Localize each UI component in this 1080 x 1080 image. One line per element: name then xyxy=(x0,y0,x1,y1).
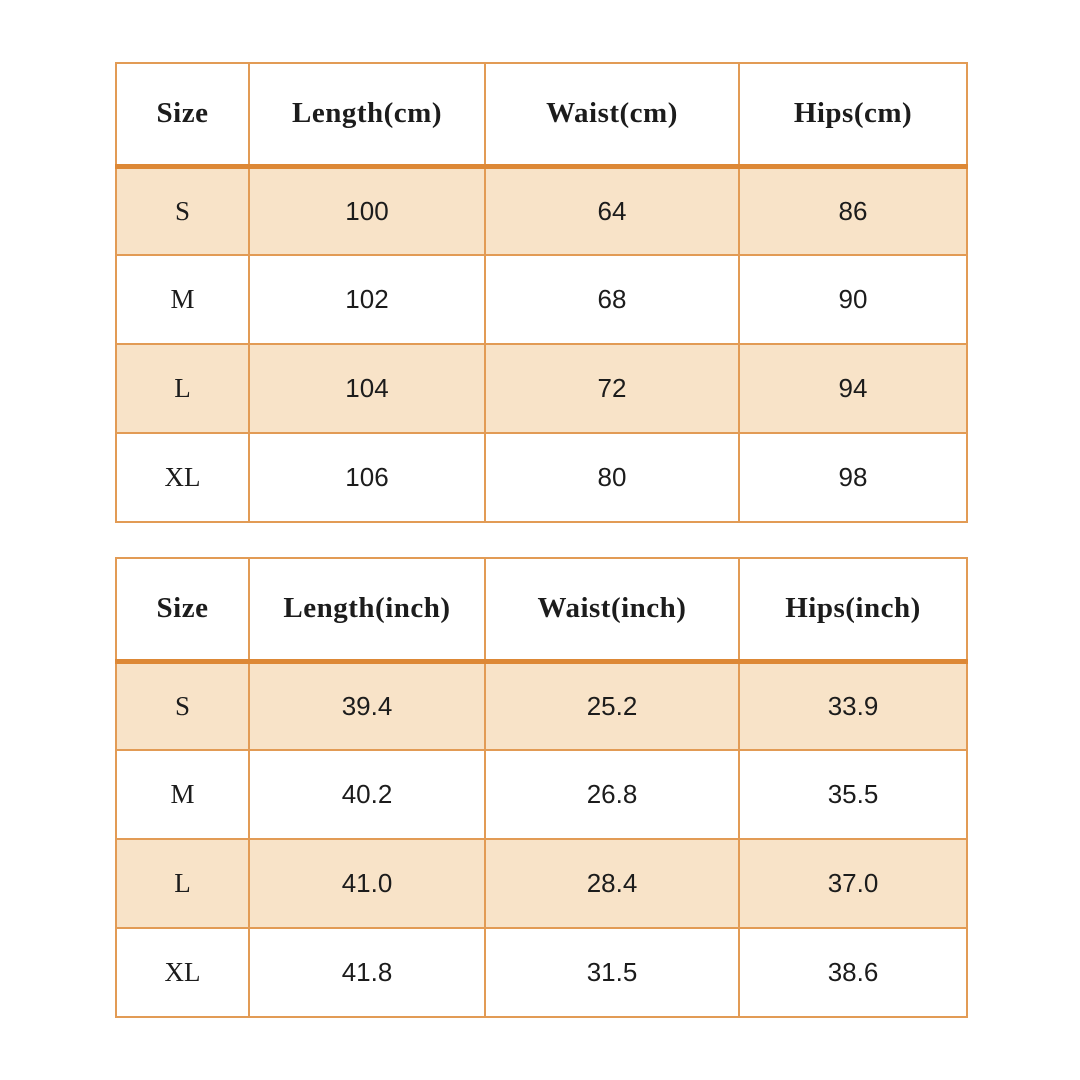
value-cell: 39.4 xyxy=(249,661,485,750)
value-cell: 38.6 xyxy=(739,928,967,1017)
size-cell: S xyxy=(116,661,249,750)
header-cell-size: Size xyxy=(116,63,249,166)
value-cell: 40.2 xyxy=(249,750,485,839)
header-cell-hips: Hips(inch) xyxy=(739,558,967,661)
value-cell: 100 xyxy=(249,166,485,255)
header-cell-waist: Waist(inch) xyxy=(485,558,739,661)
size-chart-table-cm xyxy=(115,62,968,523)
size-cell: XL xyxy=(116,433,249,522)
size-cell: S xyxy=(116,166,249,255)
header-row xyxy=(116,558,967,661)
header-row xyxy=(116,63,967,166)
value-cell: 68 xyxy=(485,255,739,344)
table-row-l xyxy=(116,344,967,433)
size-cell: L xyxy=(116,839,249,928)
value-cell: 106 xyxy=(249,433,485,522)
value-cell: 86 xyxy=(739,166,967,255)
table-row-s xyxy=(116,661,967,750)
size-cell: XL xyxy=(116,928,249,1017)
value-cell: 41.0 xyxy=(249,839,485,928)
size-cell: M xyxy=(116,255,249,344)
value-cell: 41.8 xyxy=(249,928,485,1017)
value-cell: 104 xyxy=(249,344,485,433)
size-cell: M xyxy=(116,750,249,839)
table-row-m xyxy=(116,255,967,344)
value-cell: 72 xyxy=(485,344,739,433)
size-cell: L xyxy=(116,344,249,433)
header-cell-length: Length(inch) xyxy=(249,558,485,661)
value-cell: 98 xyxy=(739,433,967,522)
value-cell: 33.9 xyxy=(739,661,967,750)
value-cell: 64 xyxy=(485,166,739,255)
table-row-m xyxy=(116,750,967,839)
value-cell: 94 xyxy=(739,344,967,433)
table-row-s xyxy=(116,166,967,255)
table-row-l xyxy=(116,839,967,928)
value-cell: 37.0 xyxy=(739,839,967,928)
header-cell-hips: Hips(cm) xyxy=(739,63,967,166)
size-chart-table-inch xyxy=(115,557,968,1018)
table-row-xl xyxy=(116,433,967,522)
header-cell-length: Length(cm) xyxy=(249,63,485,166)
value-cell: 35.5 xyxy=(739,750,967,839)
value-cell: 28.4 xyxy=(485,839,739,928)
header-cell-waist: Waist(cm) xyxy=(485,63,739,166)
value-cell: 90 xyxy=(739,255,967,344)
value-cell: 102 xyxy=(249,255,485,344)
value-cell: 25.2 xyxy=(485,661,739,750)
header-cell-size: Size xyxy=(116,558,249,661)
value-cell: 80 xyxy=(485,433,739,522)
table-row-xl xyxy=(116,928,967,1017)
value-cell: 31.5 xyxy=(485,928,739,1017)
value-cell: 26.8 xyxy=(485,750,739,839)
